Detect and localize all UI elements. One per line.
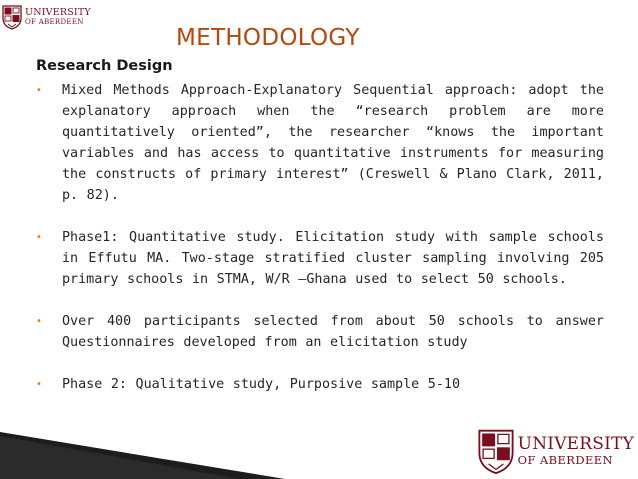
university-logo-top — [2, 4, 91, 30]
bullet-icon: • — [36, 85, 42, 96]
university-crest-icon — [477, 427, 515, 475]
bullet-icon: • — [36, 379, 42, 390]
bullet-item — [36, 311, 604, 353]
slide-title: METHODOLOGY — [176, 25, 360, 51]
bullet-text: Over 400 participants selected from about 50 schools to answer Questionnaires developed from an elicitation study — [62, 314, 604, 350]
logo-wordmark — [517, 433, 634, 467]
bullet-item — [36, 80, 604, 206]
bullet-icon: • — [36, 232, 42, 243]
logo-line1: UNIVERSITY — [517, 433, 634, 454]
logo-line2: OF ABERDEEN — [25, 17, 84, 26]
section-subheading: Research Design — [36, 58, 173, 74]
university-crest-icon — [2, 4, 22, 30]
logo-line1: UNIVERSITY — [25, 7, 91, 19]
bullet-text: Phase 2: Qualitative study, Purposive sample 5-10 — [62, 377, 461, 392]
bullet-item — [36, 374, 604, 395]
bullet-list — [36, 80, 604, 395]
logo-wordmark — [25, 8, 91, 26]
bullet-text: Phase1: Quantitative study. Elicitation study with sample schools in Effutu MA. Two-stage stratified cluster sampling involving 205 primary schools in STMA, W/R –Ghana used to select 50 schools. — [62, 230, 604, 287]
bullet-text: Mixed Methods Approach-Explanatory Sequential approach: adopt the explanatory approach when the “research problem are more quantitatively oriented”, the researcher “knows the important variables and has access to quantitative instruments for measuring the constructs of primary interest” (Creswell & Plano Clark, 2011, p. 82). — [62, 83, 604, 203]
bullet-icon: • — [36, 316, 42, 327]
logo-line2: OF ABERDEEN — [517, 452, 614, 467]
university-logo-bottom — [477, 427, 634, 475]
bullet-item — [36, 227, 604, 290]
